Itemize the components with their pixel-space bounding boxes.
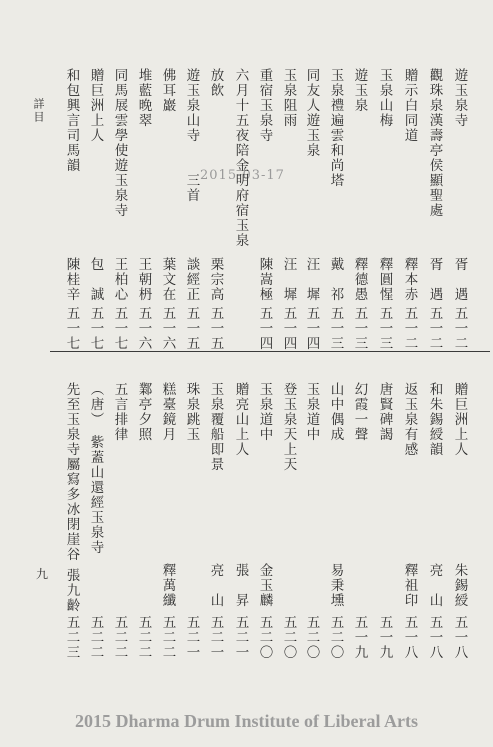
entry-page: 五一八 xyxy=(426,615,443,660)
entry-author: 釋圓惺 xyxy=(376,257,393,302)
entry-page: 五一三 xyxy=(351,306,368,351)
entry-author: 陳桂辛 xyxy=(63,257,80,302)
entry-title: 遊玉泉山寺 三首 xyxy=(183,68,200,203)
entry-title: 五言排律 xyxy=(111,382,128,442)
page-number: 九 xyxy=(36,567,49,581)
entry-page: 五二二 xyxy=(135,615,152,660)
entry-title: 玉泉覆船即景 xyxy=(207,382,224,472)
entry-page: 五一七 xyxy=(111,306,128,351)
entry-author: 釋本赤 xyxy=(401,257,418,302)
entry-title: 同馬展雲學使遊玉泉寺 xyxy=(111,68,128,218)
entry-author: 釋德愚 xyxy=(351,257,368,302)
entry-title: 同友人遊玉泉 xyxy=(303,68,320,158)
entry-page: 五一五 xyxy=(183,306,200,351)
entry-title: 糕臺鏡月 xyxy=(159,382,176,442)
entry-page: 五二二 xyxy=(159,615,176,660)
entry-title: 先至玉泉寺屬寫多冰閉崖谷 xyxy=(63,382,80,562)
entry-author: 釋祖印 xyxy=(401,563,418,608)
entry-page: 五一四 xyxy=(280,306,297,351)
entry-author: 王朝枬 xyxy=(135,257,152,302)
entry-page: 五一八 xyxy=(451,615,468,660)
entry-page: 五一七 xyxy=(87,306,104,351)
entry-page: 五二三 xyxy=(63,615,80,660)
entry-title: 贈示白同道 xyxy=(401,68,418,143)
entry-title: 和包興言司馬韻 xyxy=(63,68,80,173)
entry-author: 金玉麟 xyxy=(256,563,273,608)
entry-title: 遊玉泉 xyxy=(351,68,368,113)
entry-title: （唐） 紫蓋山還經玉泉寺 xyxy=(87,382,104,556)
entry-page: 五二一 xyxy=(183,615,200,660)
entry-page: 五一六 xyxy=(135,306,152,351)
section-divider xyxy=(50,351,490,352)
entry-title: 返玉泉有感 xyxy=(401,382,418,457)
entry-title: 玉泉道中 xyxy=(256,382,273,442)
entry-author: 亮 山 xyxy=(426,563,443,608)
entry-author: 張 昇 xyxy=(232,563,249,608)
entry-page: 五一三 xyxy=(376,306,393,351)
entry-title: 贈亮山上人 xyxy=(232,382,249,457)
entry-title: 玉泉阻雨 xyxy=(280,68,297,128)
entry-title: 贈巨洲上人 xyxy=(451,382,468,457)
entry-page: 五一九 xyxy=(376,615,393,660)
entry-page: 五一八 xyxy=(401,615,418,660)
footer-watermark: 2015 Dharma Drum Institute of Liberal Arts xyxy=(75,711,418,731)
entry-title: 唐賢碑謁 xyxy=(376,382,393,442)
entry-page: 五一二 xyxy=(426,306,443,351)
entry-author: 汪 墀 xyxy=(280,257,297,302)
entry-title: 贈巨洲上人 xyxy=(87,68,104,143)
entry-page: 五二二 xyxy=(87,615,104,660)
entry-page: 五二〇 xyxy=(303,615,320,660)
entry-author: 朱錫綬 xyxy=(451,563,468,608)
entry-author: 葉文在 xyxy=(159,257,176,302)
entry-author: 釋萬纖 xyxy=(159,563,176,608)
entry-page: 五二一 xyxy=(207,615,224,660)
entry-title: 佛耳巖 xyxy=(159,68,176,113)
entry-page: 五二〇 xyxy=(327,615,344,660)
running-head: 詳目 xyxy=(32,98,45,124)
entry-author: 戴 祁 xyxy=(327,257,344,302)
entry-page: 五一二 xyxy=(401,306,418,351)
entry-page: 五一二 xyxy=(451,306,468,351)
entry-title: 玉泉山梅 xyxy=(376,68,393,128)
entry-title: 登玉泉天上天 xyxy=(280,382,297,472)
entry-title: 六月十五夜陪金明府宿玉泉 xyxy=(232,68,249,248)
entry-title: 堆藍晚翠 xyxy=(135,68,152,128)
entry-title: 幻霞一聲 xyxy=(351,382,368,442)
entry-author: 陳嵩極 xyxy=(256,257,273,302)
scan-date-watermark: 2015-03-17 xyxy=(200,168,285,183)
entry-title: 和朱錫綬韻 xyxy=(426,382,443,457)
entry-author: 栗宗高 xyxy=(207,257,224,302)
entry-title: 玉泉道中 xyxy=(303,382,320,442)
entry-page: 五二二 xyxy=(111,615,128,660)
entry-page: 五二一 xyxy=(232,615,249,660)
entry-author: 談經正 xyxy=(183,257,200,302)
entry-title: 遊玉泉寺 xyxy=(451,68,468,128)
entry-page: 五一九 xyxy=(351,615,368,660)
entry-title: 山中偶成 xyxy=(327,382,344,442)
entry-title: 重宿玉泉寺 xyxy=(256,68,273,143)
entry-title: 珠泉跳玉 xyxy=(183,382,200,442)
entry-page: 五一四 xyxy=(256,306,273,351)
entry-title: 放飲 xyxy=(207,68,224,98)
entry-author: 汪 墀 xyxy=(303,257,320,302)
entry-page: 五一五 xyxy=(207,306,224,351)
entry-author: 亮 山 xyxy=(207,563,224,608)
entry-page: 五一三 xyxy=(327,306,344,351)
entry-title: 鄴亭夕照 xyxy=(135,382,152,442)
entry-title: 玉泉禮遍雲和尚塔 xyxy=(327,68,344,188)
entry-author: 易秉壎 xyxy=(327,563,344,608)
entry-author: 包 誠 xyxy=(87,257,104,302)
entry-title: 觀珠泉漢壽亭侯顯聖處 xyxy=(426,68,443,218)
entry-author: 胥 遇 xyxy=(451,257,468,302)
entry-page: 五二〇 xyxy=(256,615,273,660)
entry-page: 五一七 xyxy=(63,306,80,351)
entry-author: 王柏心 xyxy=(111,257,128,302)
entry-author: 張九齡 xyxy=(63,568,80,613)
entry-page: 五二〇 xyxy=(280,615,297,660)
entry-page: 五一四 xyxy=(303,306,320,351)
entry-author: 胥 遇 xyxy=(426,257,443,302)
entry-page: 五一六 xyxy=(159,306,176,351)
